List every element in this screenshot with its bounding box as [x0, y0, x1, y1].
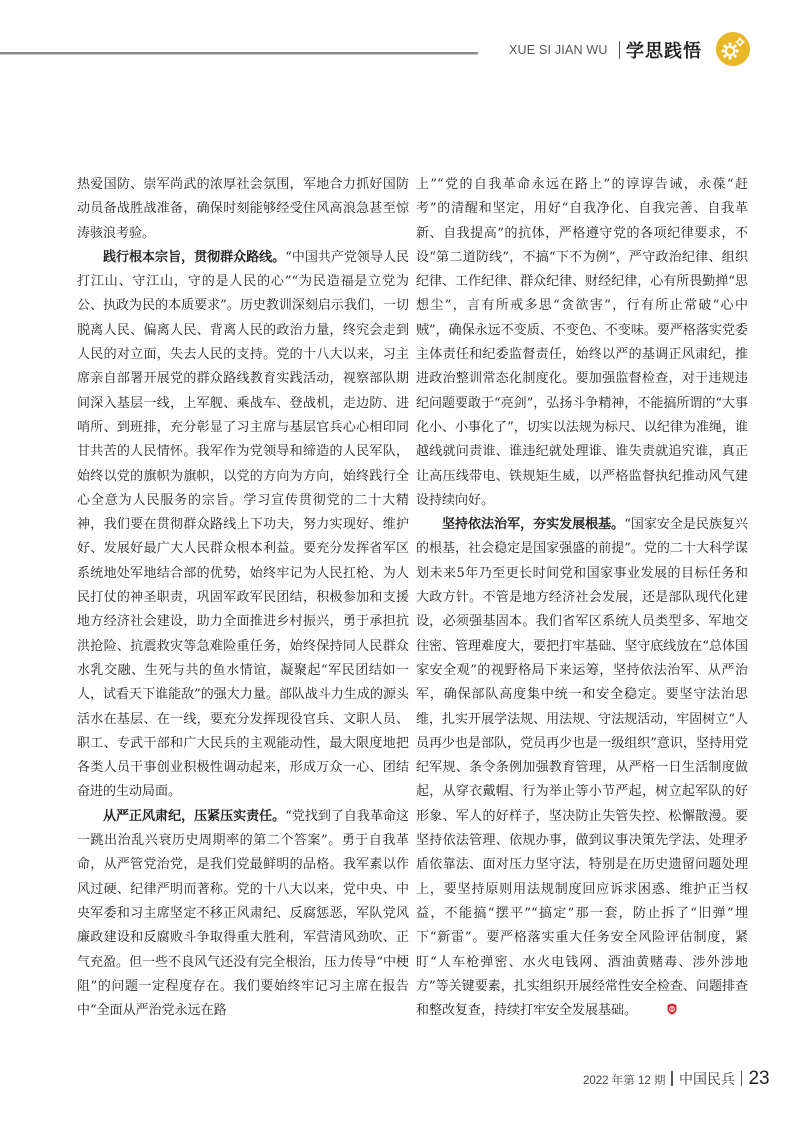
header-rule: [0, 52, 478, 55]
gear-icon: [716, 32, 750, 66]
paragraph-text: 热爱国防、崇军尚武的浓厚社会氛围，军地合力抓好国防动员备战胜战准备，确保时刻能够经受住风高浪急甚至惊涛骇浪考验。: [77, 177, 409, 241]
section-name: 学思践悟: [626, 41, 702, 62]
paragraph-lead: 坚持依法治军，夯实发展根基。: [442, 517, 625, 533]
footer-separator: [741, 1071, 743, 1086]
footer-separator: [671, 1071, 673, 1086]
paragraph: [416, 513, 748, 1023]
paragraph-text: “党找到了自我革命这一跳出治乱兴衰历史周期率的第二个答案”。勇于自我革命，从严管党治党，是我们党最鲜明的品格。我军素以作风过硬、纪律严明而著称。党的十八大以来，党中央、中央军委和习主席坚定不移正风肃纪、反腐惩恶，军队党风廉政建设和反腐败斗争取得重大胜利，军营清风劲吹、正气充盈。但一些不良风气还没有完全根治，压力传导“中梗阻”的问题一定程度存在。我们要始终牢记习主席在报告中“全面从严治党永远在路: [77, 808, 409, 1019]
paragraph-text: “中国共产党领导人民打江山、守江山，守的是人民的心”“为民造福是立党为公、执政为民的本质要求”。历史教训深刻启示我们，一切脱离人民、偏离人民、背离人民的政治力量，终究会走到人民的对立面，失去人民的支持。党的十八大以来，习主席亲自部署开展党的群众路线教育实践活动，视察部队期间深入基层一线，上军舰、乘战车、登战机，走边防、进哨所、到班排，充分彰显了习主席与基层官兵心心相印同甘共苦的人民情怀。我军作为党领导和缔造的人民军队，始终以党的旗帜为旗帜，以党的方向为方向，始终践行全心全意为人民服务的宗旨。学习宣传贯彻党的二十大精神，我们要在贯彻群众路线上下功夫，努力实现好、维护好、发展好最广大人民群众根本利益。要充分发挥省军区系统地处军地结合部的优势，始终牢记为人民扛枪、为人民打仗的神圣职责，巩固军政军民团结，积极参加和支援地方经济社会建设，助力全面推进乡村振兴，勇于承担抗洪抢险、抗震救灾等急难险重任务，始终保持同人民群众水乳交融、生死与共的鱼水情谊，凝聚起“军民团结如一人，试看天下谁能敌”的强大力量。部队战斗力生成的源头活水在基层、在一线，要充分发挥现役官兵、文职人员、职工、专武干部和广大民兵的主观能动性，最大限度地把各类人员干事创业积极性调动起来，形成万众一心、团结奋进的生动局面。: [77, 249, 409, 800]
magazine-name: 中国民兵: [678, 1072, 735, 1088]
paragraph-text: “国家安全是民族复兴的根基，社会稳定是国家强盛的前提”。党的二十大科学谋划未来5年乃至更长时间党和国家事业发展的目标任务和大政方针。不管是地方经济社会发展，还是部队现代化建设，必须强基固本。我们省军区系统人员类型多、军地交往密、管理难度大，要把打牢基础、坚守底线放在“总体国家安全观”的视野格局下来运筹，坚持依法治军、从严治军，确保部队高度集中统一和安全稳定。要坚守法治思维，扎实开展学法规、用法规、守法规活动，牢固树立“人员再少也是部队，党员再少也是一级组织”意识，坚持用党纪军规、条令条例加强教育管理，从严格一日生活制度做起，从穿衣戴帽、行为举止等小节严起，树立起军队的好形象、军人的好样子，坚决防止失管失控、松懈散漫。要坚持依法管理、依规办事，做到议事决策先学法、处理矛盾依靠法、面对压力坚守法，特别是在历史遗留问题处理上，要坚持原则用法规制度回应诉求困惑、维护正当权益，不能搞“摆平”“搞定”那一套，防止拆了“旧弹”埋下“新雷”。要严格落实重大任务安全风险评估制度，紧盯“人车枪弹密、水火电钱网、酒油黄赌毒、涉外涉地方”等关键要素，扎实组织开展经常性安全检查、问题排查和整改复查，持续打牢安全发展基础。: [416, 517, 748, 1019]
article-column-right: [416, 173, 748, 1023]
page-footer: [583, 1068, 770, 1090]
header-separator: [619, 41, 620, 59]
paragraph: [77, 173, 409, 246]
paragraph: [77, 805, 409, 1024]
paragraph: [416, 173, 748, 513]
shield-end-mark-icon: [641, 1000, 651, 1012]
paragraph-lead: 践行根本宗旨，贯彻群众路线。: [103, 249, 286, 265]
paragraph-lead: 从严正风肃纪，压紧压实责任。: [103, 808, 286, 824]
section-name-latin: XUE SI JIAN WU: [509, 43, 608, 57]
paragraph: [77, 246, 409, 805]
issue-number: 2022 年第 12 期: [583, 1075, 666, 1087]
page-number: 23: [748, 1068, 770, 1089]
article-column-left: [77, 173, 409, 1023]
paragraph-text: 上”“党的自我革命永远在路上”的谆谆告诫，永葆“赶考”的清醒和坚定，用好“自我净化、自我完善、自我革新、自我提高”的抗体，严格遵守党的各项纪律要求，不设“第二道防线”，不搞“下不为例”，严守政治纪律、组织纪律、工作纪律、群众纪律、财经纪律，心有所畏勤掸“思想尘”，言有所戒多思“贪欲害”，行有所止常破“心中贼”，确保永远不变质、不变色、不变味。要严格落实党委主体责任和纪委监督责任，始终以严的基调正风肃纪，推进政治整训常态化制度化。要加强监督检查，对于违规违纪问题要敢于“亮剑”，弘扬斗争精神，不能搞所谓的“大事化小、小事化了”，切实以法规为标尺、以纪律为准绳，谁越线就问责谁、谁违纪就处理谁、谁失责就追究谁，真正让高压线带电、铁规矩生威，以严格监督执纪推动风气建设持续向好。: [416, 177, 748, 508]
